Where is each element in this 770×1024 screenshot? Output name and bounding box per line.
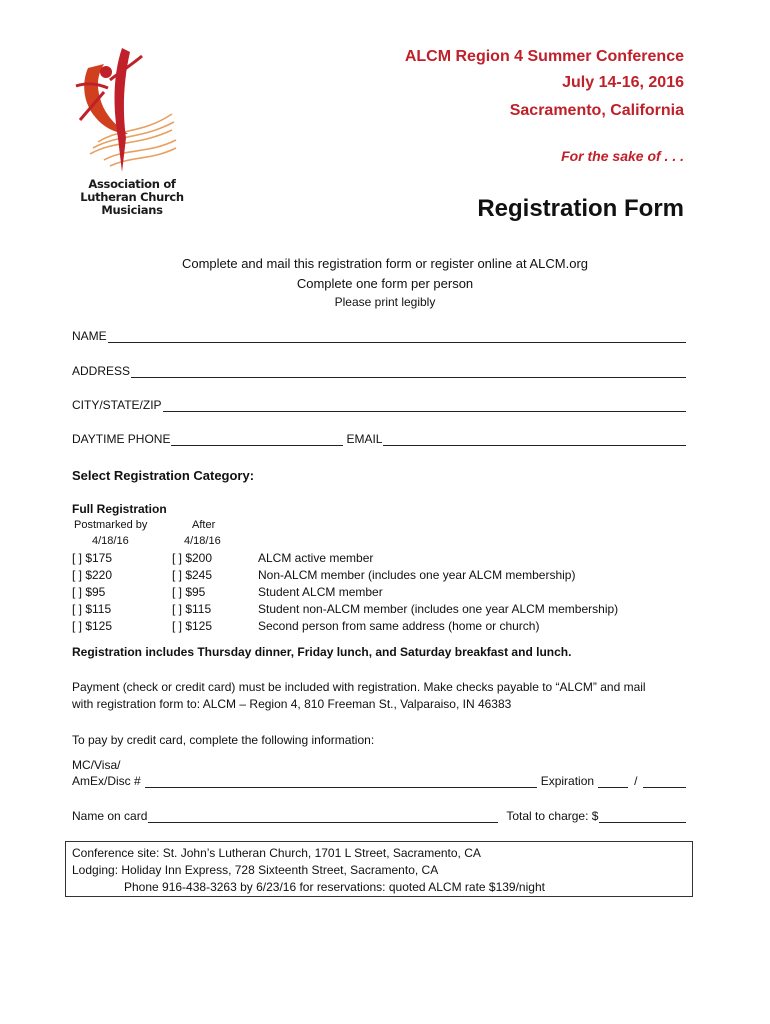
lodging: Lodging: Holiday Inn Express, 728 Sixteenth Street, Sacramento, CA <box>72 863 439 877</box>
col-before-label: Postmarked by <box>74 519 148 531</box>
name-on-card-line[interactable] <box>148 811 498 823</box>
name-on-card-field[interactable] <box>72 809 686 823</box>
alcm-logo <box>60 42 190 182</box>
category-desc: Second person from same address (home or church) <box>258 619 540 633</box>
name-label: NAME <box>72 329 107 343</box>
alcm-logo-icon <box>60 42 190 182</box>
card-number-line[interactable] <box>145 776 537 788</box>
city-state-zip-line[interactable] <box>163 400 686 412</box>
checkbox-before[interactable]: [ ] $220 <box>72 568 113 582</box>
address-line[interactable] <box>131 366 686 378</box>
conference-site: Conference site: St. John’s Lutheran Church, 1701 L Street, Sacramento, CA <box>72 846 481 860</box>
logo-line-3: Musicians <box>101 203 163 217</box>
category-desc: Student non-ALCM member (includes one year ALCM membership) <box>258 602 619 616</box>
expiration-month-line[interactable] <box>598 776 628 788</box>
name-line[interactable] <box>108 331 686 343</box>
card-number-field[interactable] <box>72 774 686 788</box>
city-state-zip-field[interactable] <box>72 398 686 412</box>
payment-line-2: with registration form to: ALCM – Region 4, 810 Freeman St., Valparaiso, IN 46383 <box>72 697 512 711</box>
registration-includes: Registration includes Thursday dinner, Friday lunch, and Saturday breakfast and lunch. <box>72 645 572 659</box>
name-on-card-label: Name on card <box>72 809 148 823</box>
email-label: EMAIL <box>346 432 383 446</box>
category-desc: ALCM active member <box>258 551 374 565</box>
city-state-zip-label: CITY/STATE/ZIP <box>72 398 162 412</box>
conference-location: Sacramento, California <box>509 102 684 119</box>
card-type-line-1: MC/Visa/ <box>72 758 121 772</box>
expiration-slash: / <box>634 774 638 788</box>
checkbox-after[interactable]: [ ] $200 <box>172 551 213 565</box>
checkbox-after[interactable]: [ ] $115 <box>172 602 212 616</box>
payment-line-1: Payment (check or credit card) must be included with registration. Make checks payable to “ALCM” and mail <box>72 680 646 694</box>
logo-line-1: Association of <box>88 177 176 191</box>
expiration-year-line[interactable] <box>643 776 686 788</box>
tagline: For the sake of . . . <box>561 148 684 164</box>
credit-card-intro: To pay by credit card, complete the following information: <box>72 733 375 747</box>
address-label: ADDRESS <box>72 364 131 378</box>
form-title: Registration Form <box>477 195 684 222</box>
instruction-line-1: Complete and mail this registration form or register online at ALCM.org <box>181 256 589 271</box>
total-label: Total to charge: $ <box>506 809 599 823</box>
checkbox-after[interactable]: [ ] $95 <box>172 585 206 599</box>
name-field[interactable] <box>72 329 686 343</box>
conference-dates: July 14-16, 2016 <box>562 74 684 91</box>
checkbox-before[interactable]: [ ] $125 <box>72 619 113 633</box>
checkbox-before[interactable]: [ ] $175 <box>72 551 113 565</box>
col-before-date: 4/18/16 <box>92 535 129 547</box>
card-number-label: AmEx/Disc # <box>72 774 141 788</box>
phone-label: DAYTIME PHONE <box>72 432 171 446</box>
address-field[interactable] <box>72 364 686 378</box>
category-heading: Select Registration Category: <box>72 468 255 483</box>
col-after-label: After <box>192 519 216 531</box>
full-registration-heading: Full Registration <box>72 502 167 516</box>
category-desc: Student ALCM member <box>258 585 383 599</box>
expiration-label: Expiration <box>540 774 595 788</box>
category-desc: Non-ALCM member (includes one year ALCM membership) <box>258 568 576 582</box>
col-after-date: 4/18/16 <box>184 535 221 547</box>
instruction-line-2: Complete one form per person <box>296 276 474 291</box>
email-line[interactable] <box>383 434 686 446</box>
conference-title: ALCM Region 4 Summer Conference <box>404 48 684 65</box>
total-line[interactable] <box>599 811 686 823</box>
checkbox-after[interactable]: [ ] $245 <box>172 568 213 582</box>
lodging-phone: Phone 916-438-3263 by 6/23/16 for reservations: quoted ALCM rate $139/night <box>124 880 545 894</box>
instruction-line-3: Please print legibly <box>334 295 436 309</box>
phone-line[interactable] <box>171 434 343 446</box>
logo-line-2: Lutheran Church <box>80 190 184 204</box>
phone-email-field[interactable] <box>72 432 686 446</box>
logo-text <box>80 178 184 217</box>
checkbox-before[interactable]: [ ] $95 <box>72 585 106 599</box>
checkbox-before[interactable]: [ ] $115 <box>72 602 112 616</box>
checkbox-after[interactable]: [ ] $125 <box>172 619 213 633</box>
